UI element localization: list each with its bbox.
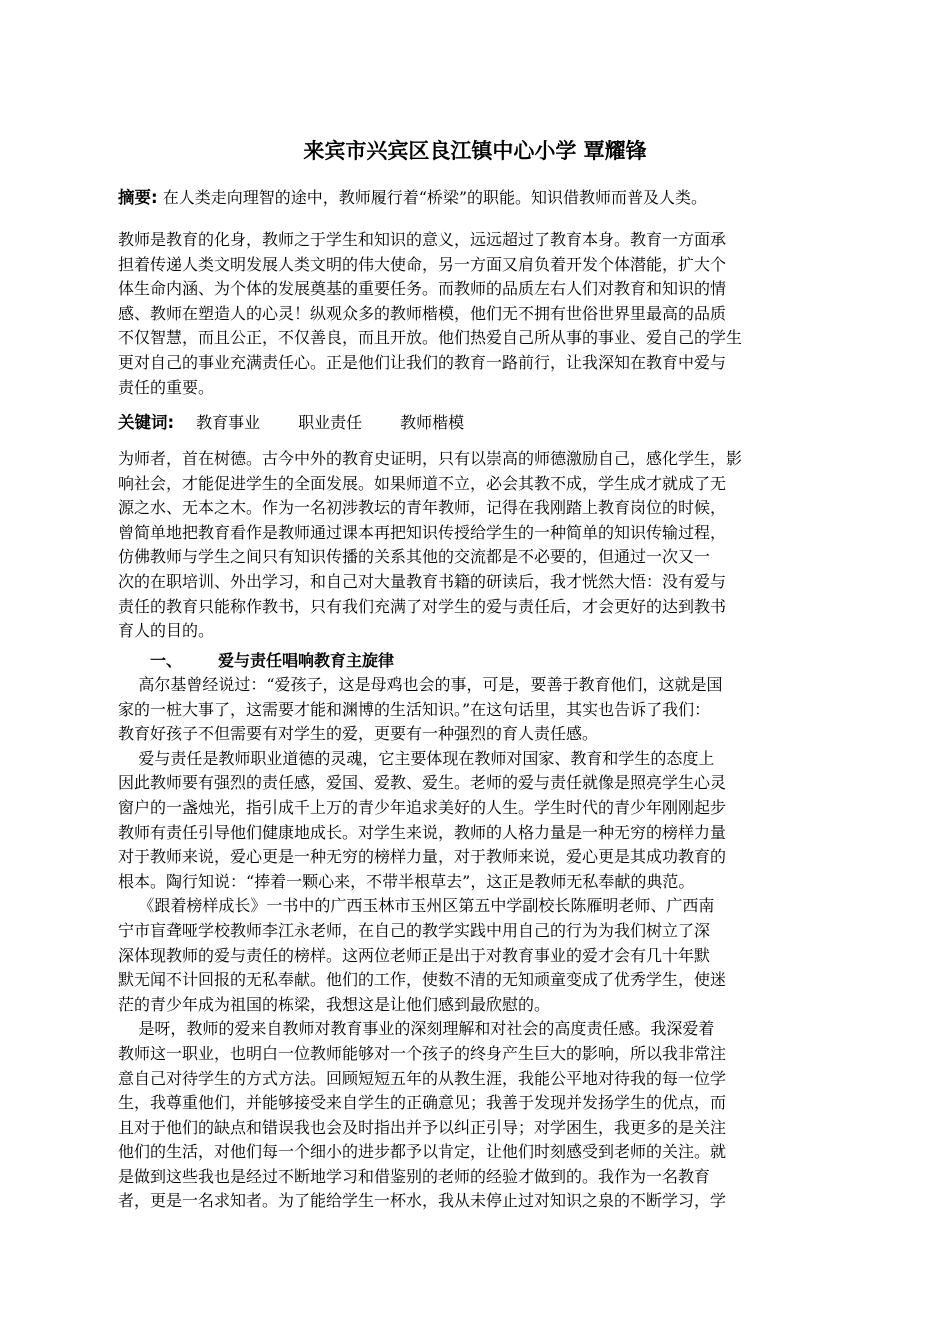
body-line: 者，更是一名求知者。为了能给学生一杯水，我从未停止过对知识之泉的不断学习，学 xyxy=(118,1191,727,1211)
body-line: 深体现教师的爱与责任的榜样。这两位老师正是出于对教育事业的爱才会有几十年默 xyxy=(118,945,711,965)
abstract-line: 体生命内涵、为个体的发展奠基的重要任务。而教师的品质左右人们对教育和知识的情 xyxy=(118,279,727,299)
body-line: 教师这一职业，也明白一位教师能够对一个孩子的终身产生巨大的影响，所以我非常注 xyxy=(118,1043,727,1063)
keywords xyxy=(118,411,840,436)
intro-line: 为师者，首在树德。古今中外的教育史证明，只有以崇高的师德激励自己，感化学生，影 xyxy=(118,449,743,468)
body-line: 窗户的一盏烛光，指引成千上万的青少年追求美好的人生。学生时代的青少年刚刚起步 xyxy=(118,797,727,817)
section-heading xyxy=(150,649,394,673)
body-line: 是呀，教师的爱来自教师对教育事业的深刻理解和对社会的高度责任感。我深爱着 xyxy=(118,1019,715,1039)
intro-line: 次的在职培训、外出学习，和自己对大量教育书籍的研读后，我才恍然大悟：没有爱与 xyxy=(118,571,727,591)
abstract-body xyxy=(118,228,840,400)
body-line: 教师有责任引导他们健康地成长。对学生来说，教师的人格力量是一种无穷的榜样力量 xyxy=(118,822,727,842)
abstract-line: 责任的重要。 xyxy=(118,377,215,397)
body-line: 爱与责任是教师职业道德的灵魂，它主要体现在教师对国家、教育和学生的态度上 xyxy=(118,748,715,768)
abstract-first-line xyxy=(118,186,840,211)
abstract-line: 担着传递人类文明发展人类文明的伟大使命，另一方面又肩负着开发个体潜能，扩大个 xyxy=(118,254,727,274)
body-line: 《跟着榜样成长》一书中的广西玉林市玉州区第五中学副校长陈雁明老师、广西南 xyxy=(118,896,715,916)
abstract-line: 感、教师在塑造人的心灵！纵观众多的教师楷模，他们无不拥有世俗世界里最高的品质 xyxy=(118,303,727,323)
intro-line: 育人的目的。 xyxy=(118,621,215,641)
body-line: 对于教师来说，爱心更是一种无穷的榜样力量，对于教师来说，爱心更是其成功教育的 xyxy=(118,847,727,867)
abstract-line: 不仅智慧，而且公正，不仅善良，而且开放。他们热爱自己所从事的事业、爱自己的学生 xyxy=(118,328,743,348)
abstract-label: 摘要: xyxy=(118,188,158,207)
body-line: 他们的生活，对他们每一个细小的进步都予以肯定，让他们时刻感受到老师的关注。就 xyxy=(118,1142,727,1162)
section-number: 一、 xyxy=(150,651,183,670)
intro-paragraph xyxy=(118,447,840,644)
body-line: 茫的青少年成为祖国的栋梁，我想这是让他们感到最欣慰的。 xyxy=(118,994,551,1014)
intro-line: 源之水、无本之木。作为一名初涉教坛的青年教师，记得在我刚踏上教育岗位的时候， xyxy=(118,498,727,518)
keywords-label: 关键词: xyxy=(118,413,175,432)
body-line: 且对于他们的缺点和错误我也会及时指出并予以纠正引导；对学困生，我更多的是关注 xyxy=(118,1117,727,1137)
section-title: 爱与责任唱响教育主旋律 xyxy=(218,651,395,670)
intro-line: 责任的教育只能称作教书，只有我们充满了对学生的爱与责任后，才会更好的达到教书 xyxy=(118,596,727,616)
body-line: 宁市盲聋哑学校教师李江永老师，在自己的教学实践中用自己的行为为我们树立了深 xyxy=(118,920,711,940)
body-line: 家的一桩大事了，这需要才能和渊博的生活知识。”在这句话里，其实也告诉了我们： xyxy=(118,699,711,719)
body-line: 因此教师要有强烈的责任感，爱国、爱教、爱生。老师的爱与责任就像是照亮学生心灵 xyxy=(118,773,727,793)
abstract-text: 在人类走向理智的途中，教师履行着“桥梁”的职能。知识借教师而普及人类。 xyxy=(157,188,708,207)
keyword-item: 职业责任 xyxy=(298,413,363,432)
abstract xyxy=(118,186,840,211)
body-line: 意自己对待学生的方式方法。回顾短短五年的从教生涯，我能公平地对待我的每一位学 xyxy=(118,1068,727,1088)
body-line: 教育好孩子不但需要有对学生的爱，更要有一种强烈的育人责任感。 xyxy=(118,724,599,744)
body-line: 默无闻不计回报的无私奉献。他们的工作，使数不清的无知顽童变成了优秀学生，使迷 xyxy=(118,970,727,990)
page-title: 来宾市兴宾区良江镇中心小学 覃耀锋 xyxy=(303,139,647,163)
body-line: 是做到这些我也是经过不断地学习和借鉴别的老师的经验才做到的。我作为一名教育 xyxy=(118,1166,711,1186)
keyword-item: 教师楷模 xyxy=(400,413,465,432)
intro-line: 曾简单地把教育看作是教师通过课本再把知识传授给学生的一种简单的知识传输过程， xyxy=(118,522,727,542)
intro-line: 响社会，才能促进学生的全面发展。如果师道不立，必会其教不成，学生成才就成了无 xyxy=(118,473,727,493)
abstract-line: 教师是教育的化身，教师之于学生和知识的意义，远远超过了教育本身。教育一方面承 xyxy=(118,230,727,249)
body-line: 高尔基曾经说过：“爱孩子，这是母鸡也会的事，可是，要善于教育他们，这就是国 xyxy=(118,675,723,694)
body-text xyxy=(118,673,840,1214)
keyword-item: 教育事业 xyxy=(196,413,261,432)
body-line: 根本。陶行知说：“捧着一颗心来，不带半根草去”，这正是教师无私奉献的典范。 xyxy=(118,871,695,891)
body-line: 生，我尊重他们，并能够接受来自学生的正确意见；我善于发现并发扬学生的优点，而 xyxy=(118,1093,727,1113)
intro-line: 仿佛教师与学生之间只有知识传播的关系其他的交流都是不必要的，但通过一次又一 xyxy=(118,547,711,567)
abstract-line: 更对自己的事业充满责任心。正是他们让我们的教育一路前行，让我深知在教育中爱与 xyxy=(118,352,727,372)
